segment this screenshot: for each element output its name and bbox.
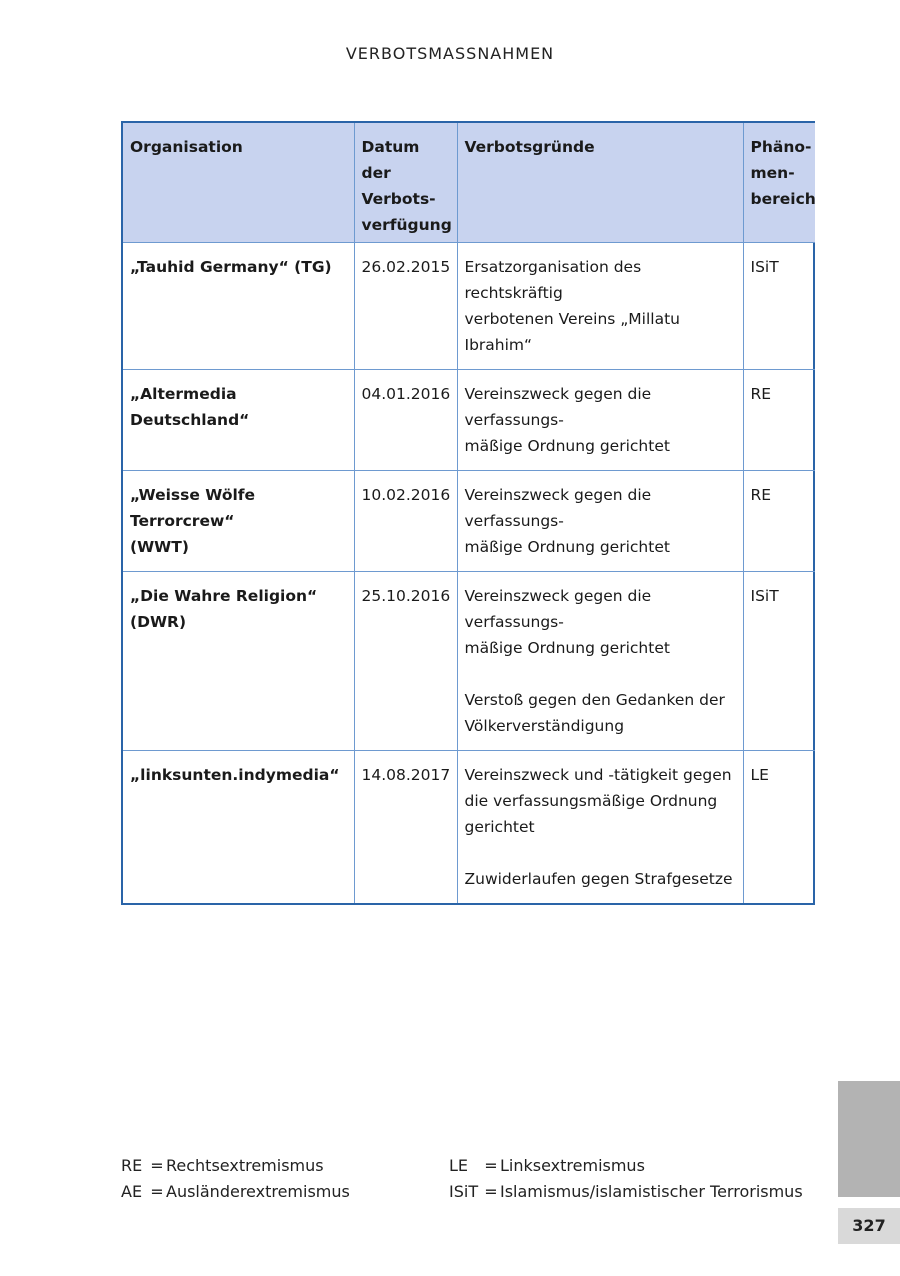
organisation-line: „Tauhid Germany“ (TG) bbox=[130, 258, 332, 276]
legend-text: Rechtsextremismus bbox=[166, 1156, 324, 1175]
legend-item bbox=[121, 1153, 350, 1179]
legend-equals: = bbox=[150, 1156, 164, 1175]
reason-line: mäßige Ordnung gerichtet bbox=[464, 639, 670, 657]
header-verbotsgruende bbox=[457, 123, 743, 243]
reasons-cell bbox=[457, 751, 743, 904]
reason-paragraph bbox=[465, 866, 737, 892]
reasons-cell bbox=[457, 243, 743, 370]
header-line: bereich bbox=[750, 190, 816, 208]
table-row bbox=[123, 572, 815, 751]
date-cell: 04.01.2016 bbox=[354, 370, 457, 471]
ban-measures-table bbox=[121, 121, 815, 905]
header-line: Datum der bbox=[361, 138, 420, 182]
header-line: verfügung bbox=[361, 216, 452, 234]
organisation-cell bbox=[123, 243, 354, 370]
reason-line: Verstoß gegen den Gedanken der bbox=[464, 691, 725, 709]
date-cell: 26.02.2015 bbox=[354, 243, 457, 370]
reason-line: mäßige Ordnung gerichtet bbox=[464, 437, 670, 455]
reason-line: verbotenen Vereins „Millatu Ibrahim“ bbox=[464, 310, 680, 354]
legend-abbr: RE bbox=[121, 1156, 143, 1175]
chapter-tab-marker bbox=[838, 1081, 900, 1197]
legend-text: Ausländerextremismus bbox=[166, 1182, 350, 1201]
table-header-row bbox=[123, 123, 815, 243]
date-cell: 14.08.2017 bbox=[354, 751, 457, 904]
date-cell: 25.10.2016 bbox=[354, 572, 457, 751]
organisation-line: (WWT) bbox=[130, 538, 189, 556]
reason-paragraph bbox=[465, 762, 737, 840]
reasons-cell bbox=[457, 572, 743, 751]
table-row bbox=[123, 471, 815, 572]
legend-item bbox=[121, 1179, 350, 1205]
reason-line: gerichtet bbox=[464, 818, 535, 836]
header-organisation bbox=[123, 123, 354, 243]
phenomenon-cell: RE bbox=[743, 471, 815, 572]
organisation-cell bbox=[123, 370, 354, 471]
phenomenon-cell: ISiT bbox=[743, 572, 815, 751]
legend-abbr: LE bbox=[449, 1156, 469, 1175]
header-datum bbox=[354, 123, 457, 243]
header-line: men- bbox=[750, 164, 795, 182]
organisation-cell bbox=[123, 751, 354, 904]
reason-paragraph bbox=[465, 583, 737, 661]
organisation-cell bbox=[123, 572, 354, 751]
reason-line: Vereinszweck gegen die verfassungs- bbox=[464, 587, 652, 631]
reasons-cell bbox=[457, 370, 743, 471]
legend-text: Islamismus/islamistischer Terrorismus bbox=[500, 1182, 803, 1201]
running-head: VERBOTSMASSNAHMEN bbox=[345, 44, 555, 63]
reason-line: Vereinszweck und -tätigkeit gegen bbox=[464, 766, 732, 784]
reason-paragraph bbox=[465, 482, 737, 560]
header-line: Phäno- bbox=[750, 138, 812, 156]
reason-line: die verfassungsmäßige Ordnung bbox=[464, 792, 718, 810]
legend-text: Linksextremismus bbox=[500, 1156, 645, 1175]
header-line: Verbots- bbox=[361, 190, 436, 208]
legend-left bbox=[121, 1153, 350, 1205]
phenomenon-cell: LE bbox=[743, 751, 815, 904]
table bbox=[123, 123, 815, 903]
organisation-line: „Altermedia Deutschland“ bbox=[130, 385, 250, 429]
reason-line: Ersatzorganisation des rechtskräftig bbox=[464, 258, 642, 302]
legend-item bbox=[449, 1153, 803, 1179]
legend-equals: = bbox=[150, 1182, 164, 1201]
table-row bbox=[123, 751, 815, 904]
legend-abbr: AE bbox=[121, 1182, 143, 1201]
reason-line: Völkerverständigung bbox=[464, 717, 625, 735]
table-row bbox=[123, 243, 815, 370]
header-line: Verbotsgründe bbox=[464, 138, 595, 156]
reason-line: Zuwiderlaufen gegen Strafgesetze bbox=[464, 870, 733, 888]
date-cell: 10.02.2016 bbox=[354, 471, 457, 572]
table-row bbox=[123, 370, 815, 471]
phenomenon-cell: ISiT bbox=[743, 243, 815, 370]
legend-right bbox=[449, 1153, 803, 1205]
reason-paragraph bbox=[465, 687, 737, 739]
reason-line: mäßige Ordnung gerichtet bbox=[464, 538, 670, 556]
legend-equals: = bbox=[484, 1182, 498, 1201]
legend-abbr: ISiT bbox=[449, 1182, 479, 1201]
page-number: 327 bbox=[838, 1208, 900, 1244]
organisation-line: „Weisse Wölfe Terrorcrew“ bbox=[130, 486, 256, 530]
phenomenon-cell: RE bbox=[743, 370, 815, 471]
header-phaenomenbereich bbox=[743, 123, 815, 243]
reason-line: Vereinszweck gegen die verfassungs- bbox=[464, 486, 652, 530]
legend-equals: = bbox=[484, 1156, 498, 1175]
header-line: Organisation bbox=[130, 138, 243, 156]
organisation-line: „linksunten.indymedia“ bbox=[130, 766, 340, 784]
reasons-cell bbox=[457, 471, 743, 572]
reason-paragraph bbox=[465, 254, 737, 358]
legend-item bbox=[449, 1179, 803, 1205]
reason-line: Vereinszweck gegen die verfassungs- bbox=[464, 385, 652, 429]
organisation-cell bbox=[123, 471, 354, 572]
organisation-line: „Die Wahre Religion“ (DWR) bbox=[130, 587, 318, 631]
reason-paragraph bbox=[465, 381, 737, 459]
